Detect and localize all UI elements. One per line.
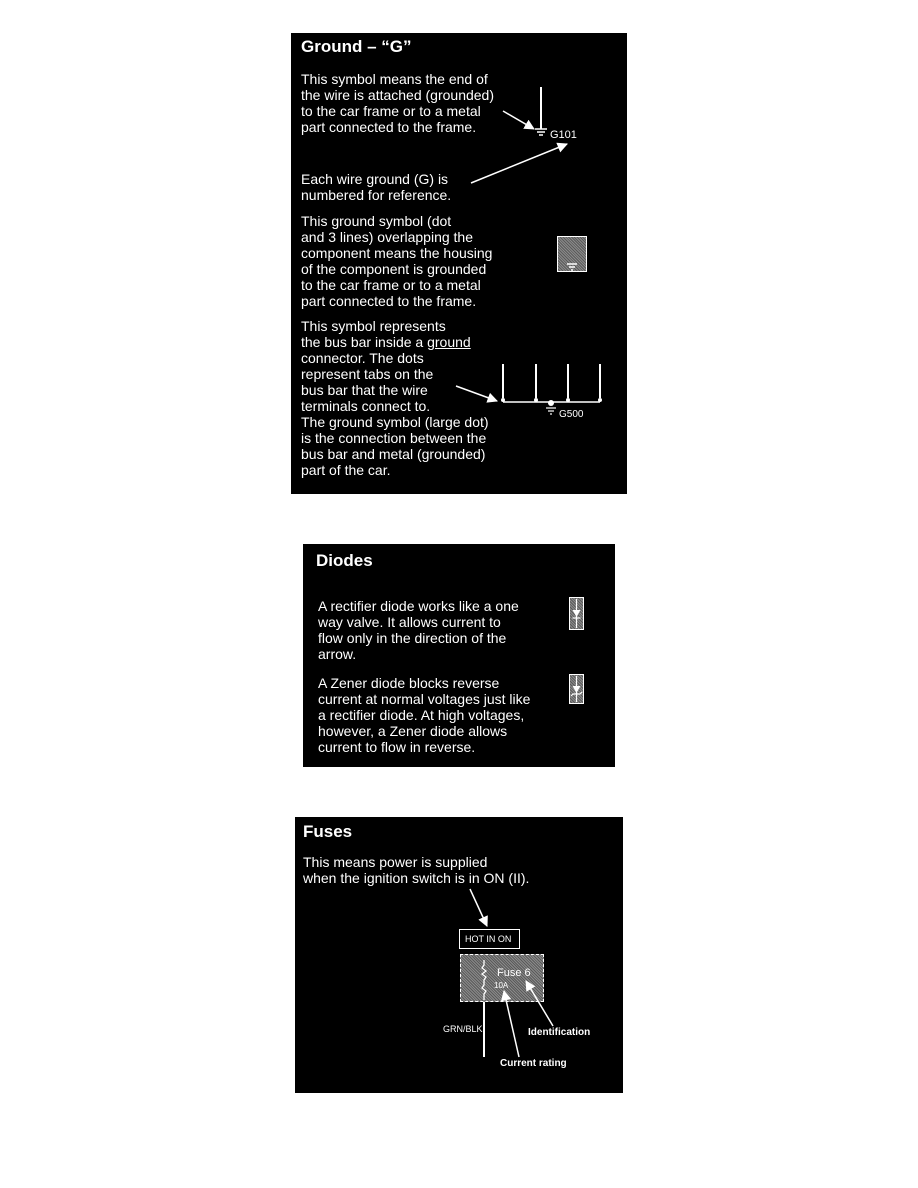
current-rating-callout-label: Current rating [500, 1058, 567, 1069]
fuse-rating-label: 10A [494, 981, 509, 990]
fuse-diagram [295, 817, 623, 1093]
bus-bar-description: This symbol represents the bus bar inside a ground connector. The dots represent tabs on the bus bar that the wire terminals connect to. The ground symbol (large dot) is the connection between the bus bar and metal (grounded) part of the car. [301, 318, 489, 478]
ground-label-g101: G101 [550, 129, 577, 141]
ground-symbol-description: This symbol means the end of the wire is attached (grounded) to the car frame or to a metal part connected to the frame. [301, 71, 494, 135]
fuses-panel [295, 817, 623, 1093]
zener-diode-arrow-icon [571, 676, 582, 702]
diodes-panel [303, 544, 615, 767]
wire-color-label: GRN/BLK [443, 1024, 483, 1034]
diode-symbols [303, 544, 615, 767]
fuses-description: This means power is supplied when the ignition switch is in ON (II). [303, 854, 530, 886]
ground-underlined-word: ground [427, 334, 471, 350]
rectifier-diode-arrow-icon [573, 599, 581, 628]
arrow-to-bus-bar [456, 386, 497, 401]
arrow-to-g101-label [471, 144, 567, 183]
rectifier-diode-description: A rectifier diode works like a one way valve. It allows current to flow only in the direction of the arrow. [318, 598, 519, 662]
ground-symbol-icon [535, 87, 547, 135]
component-ground-description: This ground symbol (dot and 3 lines) overlapping the component means the housing of the component is grounded to the car frame or to a metal part connected to the frame. [301, 213, 493, 309]
bus-bar-icon [501, 364, 602, 414]
ground-diagram [291, 33, 627, 494]
fuse-name-label: Fuse 6 [497, 967, 531, 979]
hot-in-on-label: HOT IN ON [465, 934, 512, 944]
fuses-title: Fuses [303, 822, 353, 841]
ground-panel [291, 33, 627, 494]
ground-number-description: Each wire ground (G) is numbered for reference. [301, 171, 452, 203]
arrow-to-ground-symbol [503, 111, 534, 129]
diodes-title: Diodes [316, 551, 373, 570]
arrow-to-fuse-name [526, 981, 553, 1026]
zener-diode-description: A Zener diode blocks reverse current at normal voltages just like a rectifier diode. At high voltages, however, a Zener diode allows current to flow in reverse. [318, 675, 531, 755]
fuse-symbol-icon [482, 960, 486, 1000]
arrow-to-hot-in-on [470, 889, 487, 926]
component-ground-symbol-icon [567, 264, 577, 270]
ground-title: Ground – “G” [301, 37, 412, 56]
ground-label-g500: G500 [559, 409, 584, 420]
identification-callout-label: Identification [528, 1027, 591, 1038]
arrow-to-fuse-rating [504, 991, 519, 1057]
